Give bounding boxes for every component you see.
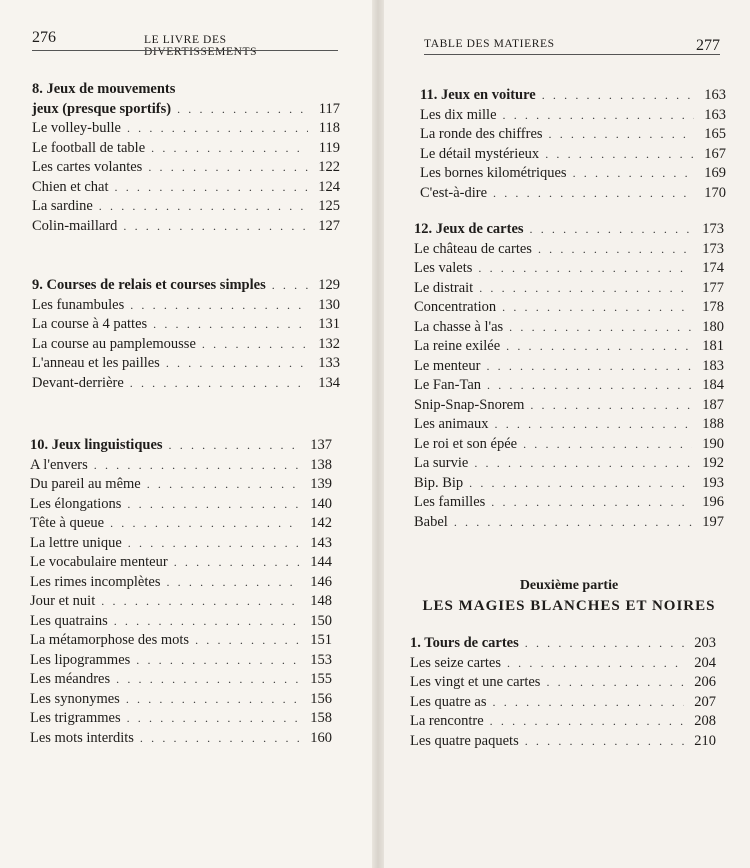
toc-entry[interactable]: Le distrait . . . 177: [414, 279, 724, 299]
toc-entry[interactable]: Le détail mystérieux . . . 167: [420, 145, 726, 165]
toc-entry[interactable]: La rencontre . . . 208: [410, 712, 716, 732]
toc-entry[interactable]: Le menteur . . . 183: [414, 357, 724, 377]
toc-section-11: [420, 86, 726, 203]
leader-dots: [101, 592, 300, 612]
toc-entry[interactable]: Les valets . . . 174: [414, 259, 724, 279]
leader-dots: [493, 184, 694, 204]
leader-dots: [542, 86, 694, 106]
leader-dots: [502, 298, 692, 318]
toc-entry[interactable]: A l'envers . . . 138: [30, 456, 332, 476]
leader-dots: [140, 729, 300, 749]
leader-dots: [147, 475, 300, 495]
leader-dots: [130, 296, 308, 316]
toc-entry[interactable]: La course au pamplemousse . . . 132: [32, 335, 340, 355]
book-gutter: [372, 0, 384, 868]
leader-dots: [493, 693, 685, 713]
toc-entry[interactable]: Les méandres . . . 155: [30, 670, 332, 690]
leader-dots: [153, 315, 308, 335]
leader-dots: [530, 220, 692, 240]
toc-entry[interactable]: Les dix mille . . . 163: [420, 106, 726, 126]
toc-entry[interactable]: La reine exilée . . . 181: [414, 337, 724, 357]
toc-heading[interactable]: 12. Jeux de cartes . . . 173: [414, 220, 724, 240]
part-title: LES MAGIES BLANCHES ET NOIRES: [422, 598, 716, 614]
leader-dots: [538, 240, 692, 260]
leader-dots: [114, 612, 300, 632]
toc-entry[interactable]: Les lipogrammes . . . 153: [30, 651, 332, 671]
toc-entry[interactable]: C'est-à-dire . . . 170: [420, 184, 726, 204]
part-label: Deuxième partie: [519, 578, 619, 593]
toc-entry[interactable]: Les cartes volantes . . . 122: [32, 158, 340, 178]
leader-dots: [549, 125, 694, 145]
leader-dots: [491, 493, 692, 513]
toc-entry[interactable]: Le Fan-Tan . . . 184: [414, 376, 724, 396]
toc-entry[interactable]: La survie . . . 192: [414, 454, 724, 474]
toc-entry[interactable]: Les rimes incomplètes . . . 146: [30, 573, 332, 593]
toc-entry[interactable]: Les familles . . . 196: [414, 493, 724, 513]
leader-dots: [148, 158, 308, 178]
leader-dots: [110, 514, 300, 534]
toc-entry[interactable]: Les bornes kilométriques . . . 169: [420, 164, 726, 184]
leader-dots: [166, 354, 308, 374]
toc-entry[interactable]: Le roi et son épée . . . 190: [414, 435, 724, 455]
left-page-number: 276: [32, 29, 56, 46]
toc-entry[interactable]: La ronde des chiffres . . . 165: [420, 125, 726, 145]
leader-dots: [94, 456, 300, 476]
toc-entry[interactable]: La chasse à l'as . . . 180: [414, 318, 724, 338]
leader-dots: [115, 178, 308, 198]
leader-dots: [545, 145, 694, 165]
leader-dots: [474, 454, 692, 474]
toc-heading[interactable]: 8. Jeux de mouvements: [32, 81, 176, 97]
leader-dots: [523, 435, 692, 455]
leader-dots: [469, 474, 692, 494]
left-page: [0, 0, 372, 868]
toc-entry[interactable]: La métamorphose des mots . . . 151: [30, 631, 332, 651]
leader-dots: [530, 396, 692, 416]
leader-dots: [272, 276, 308, 296]
toc-entry[interactable]: Les funambules . . . 130: [32, 296, 340, 316]
leader-dots: [507, 654, 684, 674]
toc-entry[interactable]: Les vingt et une cartes . . . 206: [410, 673, 716, 693]
leader-dots: [509, 318, 692, 338]
leader-dots: [130, 374, 308, 394]
leader-dots: [487, 376, 692, 396]
toc-entry[interactable]: Bip. Bip . . . 193: [414, 474, 724, 494]
toc-entry[interactable]: Babel . . . 197: [414, 513, 724, 533]
toc-entry[interactable]: Concentration . . . 178: [414, 298, 724, 318]
toc-entry[interactable]: Les quatrains . . . 150: [30, 612, 332, 632]
toc-entry[interactable]: Tête à queue . . . 142: [30, 514, 332, 534]
toc-entry[interactable]: Les seize cartes . . . 204: [410, 654, 716, 674]
toc-entry[interactable]: La sardine . . . 125: [32, 197, 340, 217]
leader-dots: [490, 712, 684, 732]
toc-entry[interactable]: Les quatre paquets . . . 210: [410, 732, 716, 752]
leader-dots: [136, 651, 300, 671]
toc-heading[interactable]: 11. Jeux en voiture . . . 163: [420, 86, 726, 106]
toc-heading[interactable]: 9. Courses de relais et courses simples . . . 129: [32, 276, 340, 296]
right-page-number: 277: [696, 37, 720, 54]
toc-part-section-1: [410, 634, 716, 751]
leader-dots: [495, 415, 693, 435]
toc-heading-line[interactable]: jeux (presque sportifs) . . . 117: [32, 100, 340, 120]
toc-section-8: [32, 80, 340, 236]
toc-heading[interactable]: 10. Jeux linguistiques . . . 137: [30, 436, 332, 456]
leader-dots: [174, 553, 300, 573]
toc-entry[interactable]: Colin-maillard . . . 127: [32, 217, 340, 237]
leader-dots: [169, 436, 300, 456]
toc-entry[interactable]: Chien et chat . . . 124: [32, 178, 340, 198]
leader-dots: [128, 534, 300, 554]
leader-dots: [478, 259, 692, 279]
leader-dots: [166, 573, 300, 593]
part-heading: [404, 578, 734, 615]
toc-entry[interactable]: Du pareil au même . . . 139: [30, 475, 332, 495]
left-running-title: LE LIVRE DES DIVERTISSEMENTS: [144, 34, 258, 58]
toc-entry[interactable]: Snip-Snap-Snorem . . . 187: [414, 396, 724, 416]
toc-entry[interactable]: La lettre unique . . . 143: [30, 534, 332, 554]
toc-entry[interactable]: Les mots interdits . . . 160: [30, 729, 332, 749]
toc-entry[interactable]: Devant-derrière . . . 134: [32, 374, 340, 394]
left-head-rule: [32, 50, 338, 51]
toc-entry[interactable]: Le vocabulaire menteur . . . 144: [30, 553, 332, 573]
leader-dots: [127, 495, 300, 515]
leader-dots: [525, 732, 684, 752]
leader-dots: [177, 100, 308, 120]
right-page: [384, 0, 750, 868]
toc-entry[interactable]: Les quatre as . . . 207: [410, 693, 716, 713]
toc-entry[interactable]: La course à 4 pattes . . . 131: [32, 315, 340, 335]
leader-dots: [479, 279, 692, 299]
toc-section-10: [30, 436, 332, 748]
toc-section-12: [414, 220, 724, 532]
toc-section-9: [32, 276, 340, 393]
leader-dots: [116, 670, 300, 690]
toc-entry[interactable]: L'anneau et les pailles . . . 133: [32, 354, 340, 374]
right-running-title: TABLE DES MATIERES: [424, 38, 555, 50]
leader-dots: [127, 709, 300, 729]
toc-entry[interactable]: Les élongations . . . 140: [30, 495, 332, 515]
toc-entry[interactable]: Les synonymes . . . 156: [30, 690, 332, 710]
leader-dots: [506, 337, 692, 357]
toc-entry[interactable]: Les animaux . . . 188: [414, 415, 724, 435]
toc-entry[interactable]: Le volley-bulle . . . 118: [32, 119, 340, 139]
leader-dots: [151, 139, 308, 159]
leader-dots: [202, 335, 308, 355]
toc-entry[interactable]: Le château de cartes . . . 173: [414, 240, 724, 260]
toc-entry[interactable]: Le football de table . . . 119: [32, 139, 340, 159]
leader-dots: [127, 119, 308, 139]
leader-dots: [486, 357, 692, 377]
leader-dots: [123, 217, 308, 237]
toc-entry[interactable]: Les trigrammes . . . 158: [30, 709, 332, 729]
leader-dots: [503, 106, 694, 126]
leader-dots: [99, 197, 308, 217]
leader-dots: [546, 673, 684, 693]
toc-heading[interactable]: 1. Tours de cartes . . . 203: [410, 634, 716, 654]
leader-dots: [126, 690, 300, 710]
leader-dots: [454, 513, 692, 533]
leader-dots: [195, 631, 300, 651]
right-head-rule: [424, 54, 720, 55]
toc-entry[interactable]: Jour et nuit . . . 148: [30, 592, 332, 612]
leader-dots: [573, 164, 694, 184]
leader-dots: [525, 634, 684, 654]
